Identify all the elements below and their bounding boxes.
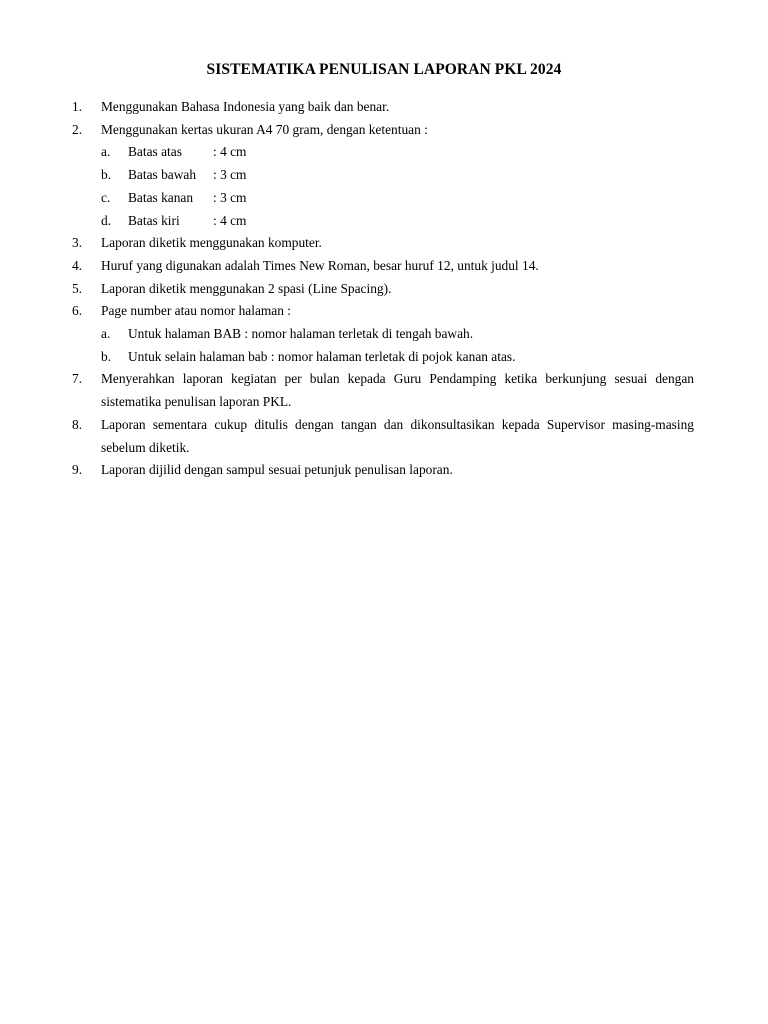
- sub-item-value: : 3 cm: [213, 167, 247, 183]
- sub-item-right-margin: [101, 187, 694, 210]
- sub-item-value: : 4 cm: [213, 212, 247, 228]
- item-text: Laporan dijilid dengan sampul sesuai petunjuk penulisan laporan.: [101, 462, 453, 478]
- item-text: Menggunakan Bahasa Indonesia yang baik dan benar.: [101, 99, 390, 114]
- item-text: Laporan sementara cukup ditulis dengan tangan dan dikonsultasikan kepada Supervisor masing-masing sebelum diketik.: [101, 416, 694, 455]
- item-text: Laporan diketik menggunakan komputer.: [101, 235, 322, 251]
- item-number: 8.: [72, 416, 83, 432]
- page-number-sublist: [101, 323, 694, 368]
- sub-item-other-page: [101, 346, 694, 369]
- sub-item-text: Untuk selain halaman bab : nomor halaman terletak di pojok kanan atas.: [128, 348, 516, 364]
- item-text: Huruf yang digunakan adalah Times New Roman, besar huruf 12, untuk judul 14.: [101, 257, 539, 273]
- sub-item-letter: a.: [101, 326, 111, 342]
- sub-item-value: : 4 cm: [213, 144, 247, 160]
- sub-item-top-margin: [101, 141, 694, 164]
- item-text: Laporan diketik menggunakan 2 spasi (Line Spacing).: [101, 280, 392, 296]
- item-text: Menyerahkan laporan kegiatan per bulan kepada Guru Pendamping ketika berkunjung sesuai dengan sistematika penulisan laporan PKL.: [101, 371, 694, 410]
- list-item-8: [72, 414, 694, 459]
- sub-item-label: Batas atas: [128, 144, 182, 160]
- list-item-7: [72, 368, 694, 413]
- item-number: 1.: [72, 99, 83, 114]
- list-item-6: [72, 300, 694, 368]
- sub-item-bottom-margin: [101, 164, 694, 187]
- sub-item-label: Batas kiri: [128, 212, 180, 228]
- sub-item-left-margin: [101, 210, 694, 233]
- list-item-1: [72, 96, 694, 119]
- item-number: 5.: [72, 280, 83, 296]
- item-number: 9.: [72, 462, 83, 478]
- item-text: Menggunakan kertas ukuran A4 70 gram, dengan ketentuan :: [101, 121, 428, 137]
- item-number: 7.: [72, 371, 83, 387]
- rules-list: [72, 96, 694, 482]
- item-text: Page number atau nomor halaman :: [101, 303, 292, 319]
- sub-item-text: Untuk halaman BAB : nomor halaman terletak di tengah bawah.: [128, 326, 474, 342]
- item-number: 3.: [72, 235, 83, 251]
- margin-sublist: [101, 141, 694, 232]
- sub-item-letter: d.: [101, 212, 112, 228]
- list-item-2: [72, 119, 694, 233]
- document-title: SISTEMATIKA PENULISAN LAPORAN PKL 2024: [206, 61, 562, 78]
- list-item-9: [72, 459, 694, 482]
- sub-item-label: Batas bawah: [128, 167, 197, 183]
- sub-item-bab-page: [101, 323, 694, 346]
- sub-item-label: Batas kanan: [128, 189, 194, 205]
- list-item-3: [72, 232, 694, 255]
- sub-item-letter: b.: [101, 167, 112, 183]
- sub-item-letter: c.: [101, 189, 111, 205]
- sub-item-letter: b.: [101, 348, 112, 364]
- item-number: 2.: [72, 121, 83, 137]
- item-number: 4.: [72, 257, 83, 273]
- sub-item-letter: a.: [101, 144, 111, 160]
- item-number: 6.: [72, 303, 83, 319]
- sub-item-value: : 3 cm: [213, 189, 247, 205]
- list-item-5: [72, 278, 694, 301]
- list-item-4: [72, 255, 694, 278]
